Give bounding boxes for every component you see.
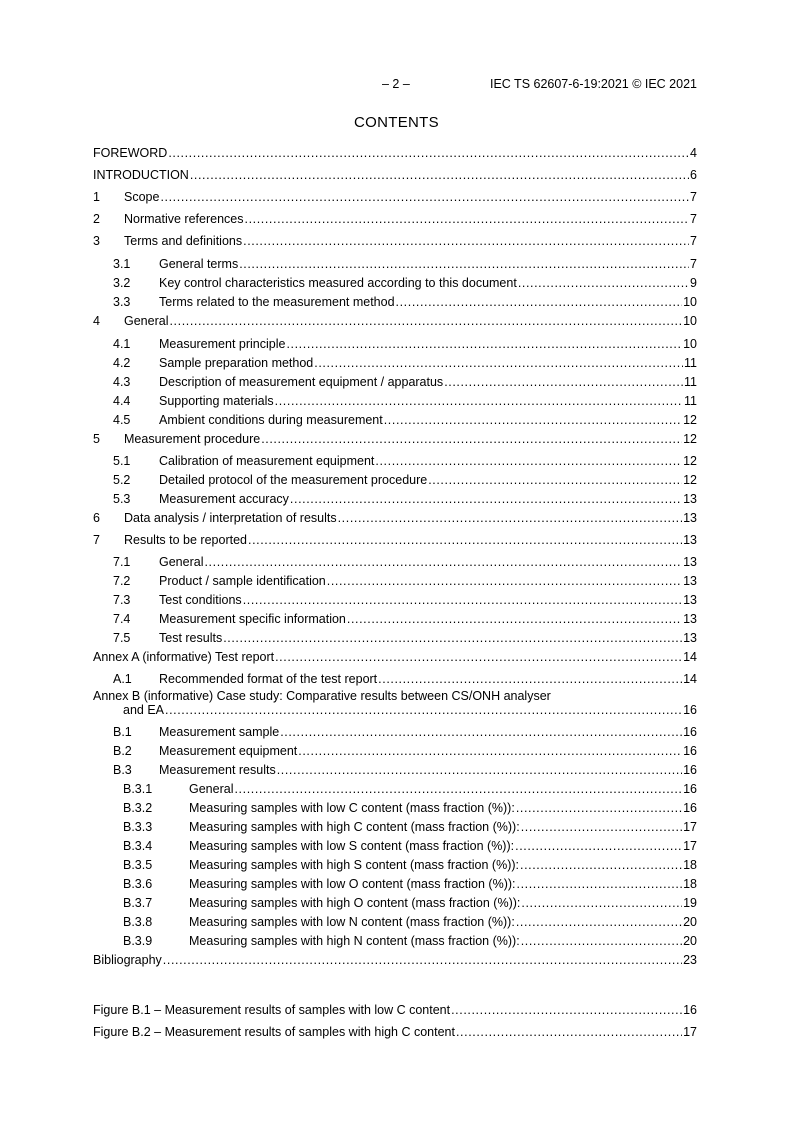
toc-entry-b-3-8[interactable]: B.3.8 Measuring samples with low N content (mass fraction (%)): ..... 20 [93, 915, 697, 930]
dot-leader [290, 492, 682, 507]
dot-leader [518, 276, 689, 291]
dot-leader [520, 858, 682, 873]
dot-leader [396, 295, 683, 310]
dot-leader [375, 454, 682, 469]
toc-entry-introduction[interactable]: INTRODUCTION ..... 6 [93, 168, 697, 183]
dot-leader [277, 763, 682, 778]
toc-entry-3-2[interactable]: 3.2 Key control characteristics measured according to this document ..... 9 [93, 276, 697, 291]
dot-leader [327, 574, 682, 589]
toc-entry-5-2[interactable]: 5.2 Detailed protocol of the measurement procedure ..... 12 [93, 473, 697, 488]
dot-leader [428, 473, 682, 488]
toc-entry-4[interactable]: 4 General ..... 10 [93, 314, 697, 329]
toc-entry-7-2[interactable]: 7.2 Product / sample identification ..... 13 [93, 574, 697, 589]
dot-leader [243, 234, 689, 249]
toc-entry-b-3-9[interactable]: B.3.9 Measuring samples with high N content (mass fraction (%)): ..... 20 [93, 934, 697, 949]
dot-leader [521, 896, 682, 911]
dot-leader [160, 190, 689, 205]
toc-entry-7[interactable]: 7 Results to be reported ..... 13 [93, 533, 697, 548]
toc-entry-6[interactable]: 6 Data analysis / interpretation of results ..... 13 [93, 511, 697, 526]
dot-leader [275, 650, 682, 665]
toc-entry-7-3[interactable]: 7.3 Test conditions ..... 13 [93, 593, 697, 608]
toc-entry-b-3-1[interactable]: B.3.1 General ..... 16 [93, 782, 697, 797]
toc-entry-bibliography[interactable]: Bibliography ..... 23 [93, 953, 697, 968]
dot-leader [338, 511, 682, 526]
dot-leader [245, 212, 690, 227]
figure-entry-b-1[interactable]: Figure B.1 – Measurement results of samples with low C content ..... 16 [93, 1003, 697, 1018]
dot-leader [239, 257, 689, 272]
toc-entry-5[interactable]: 5 Measurement procedure ..... 12 [93, 432, 697, 447]
dot-leader [451, 1003, 682, 1018]
table-of-contents [93, 144, 697, 1039]
document-reference: IEC TS 62607-6-19:2021 © IEC 2021 [489, 77, 697, 91]
toc-entry-b-3-6[interactable]: B.3.6 Measuring samples with low O content (mass fraction (%)): ..... 18 [93, 877, 697, 892]
dot-leader [165, 703, 682, 718]
toc-entry-5-3[interactable]: 5.3 Measurement accuracy ..... 13 [93, 492, 697, 507]
toc-entry-4-4[interactable]: 4.4 Supporting materials ..... 11 [93, 394, 697, 409]
toc-entry-4-3[interactable]: 4.3 Description of measurement equipment / apparatus ..... 11 [93, 375, 697, 390]
dot-leader [517, 877, 683, 892]
dot-leader [280, 725, 682, 740]
toc-entry-a-1[interactable]: A.1 Recommended format of the test report ..... 14 [93, 672, 697, 687]
dot-leader [234, 782, 682, 797]
toc-entry-annex-b[interactable]: Annex B (informative) Case study: Comparative results between CS/ONH analyser and EA ..... 16 [93, 689, 697, 719]
dot-leader [378, 672, 682, 687]
toc-entry-b-3-2[interactable]: B.3.2 Measuring samples with low C content (mass fraction (%)): ..... 16 [93, 801, 697, 816]
dot-leader [347, 612, 682, 627]
dot-leader [314, 356, 683, 371]
dot-leader [243, 593, 682, 608]
dot-leader [298, 744, 682, 759]
dot-leader [521, 934, 682, 949]
dot-leader [168, 146, 689, 161]
page-header [0, 77, 793, 93]
toc-entry-b-3-4[interactable]: B.3.4 Measuring samples with low S content (mass fraction (%)): ..... 17 [93, 839, 697, 854]
dot-leader [261, 432, 682, 447]
dot-leader [163, 953, 682, 968]
toc-entry-4-5[interactable]: 4.5 Ambient conditions during measurement ..... 12 [93, 413, 697, 428]
toc-entry-7-5[interactable]: 7.5 Test results ..... 13 [93, 631, 697, 646]
dot-leader [444, 375, 683, 390]
toc-entry-annex-a[interactable]: Annex A (informative) Test report ..... 14 [93, 650, 697, 665]
toc-entry-4-1[interactable]: 4.1 Measurement principle ..... 10 [93, 337, 697, 352]
dot-leader [275, 394, 683, 409]
toc-entry-3-3[interactable]: 3.3 Terms related to the measurement method ..... 10 [93, 295, 697, 310]
toc-entry-b-3[interactable]: B.3 Measurement results ..... 16 [93, 763, 697, 778]
toc-entry-b-2[interactable]: B.2 Measurement equipment ..... 16 [93, 744, 697, 759]
contents-title: CONTENTS [354, 114, 439, 131]
dot-leader [190, 168, 689, 183]
dot-leader [516, 915, 682, 930]
toc-entry-1[interactable]: 1 Scope ..... 7 [93, 190, 697, 205]
toc-entry-2[interactable]: 2 Normative references ..... 7 [93, 212, 697, 227]
toc-entry-3[interactable]: 3 Terms and definitions ..... 7 [93, 234, 697, 249]
toc-entry-4-2[interactable]: 4.2 Sample preparation method ..... 11 [93, 356, 697, 371]
dot-leader [515, 839, 682, 854]
dot-leader [286, 337, 682, 352]
figure-entry-b-2[interactable]: Figure B.2 – Measurement results of samples with high C content ..... 17 [93, 1025, 697, 1040]
toc-entry-b-1[interactable]: B.1 Measurement sample ..... 16 [93, 725, 697, 740]
dot-leader [456, 1025, 682, 1040]
toc-entry-b-3-7[interactable]: B.3.7 Measuring samples with high O content (mass fraction (%)): ..... 19 [93, 896, 697, 911]
toc-entry-foreword[interactable]: FOREWORD ..... 4 [93, 146, 697, 161]
toc-entry-b-3-5[interactable]: B.3.5 Measuring samples with high S content (mass fraction (%)): ..... 18 [93, 858, 697, 873]
dot-leader [169, 314, 682, 329]
dot-leader [516, 801, 682, 816]
page-number: – 2 – [382, 77, 410, 91]
toc-entry-5-1[interactable]: 5.1 Calibration of measurement equipment ..... 12 [93, 454, 697, 469]
toc-entry-7-1[interactable]: 7.1 General ..... 13 [93, 555, 697, 570]
toc-entry-7-4[interactable]: 7.4 Measurement specific information ..... 13 [93, 612, 697, 627]
toc-entry-3-1[interactable]: 3.1 General terms ..... 7 [93, 257, 697, 272]
toc-entry-b-3-3[interactable]: B.3.3 Measuring samples with high C content (mass fraction (%)): ..... 17 [93, 820, 697, 835]
dot-leader [204, 555, 682, 570]
dot-leader [521, 820, 682, 835]
dot-leader [223, 631, 682, 646]
dot-leader [384, 413, 682, 428]
dot-leader [248, 533, 682, 548]
